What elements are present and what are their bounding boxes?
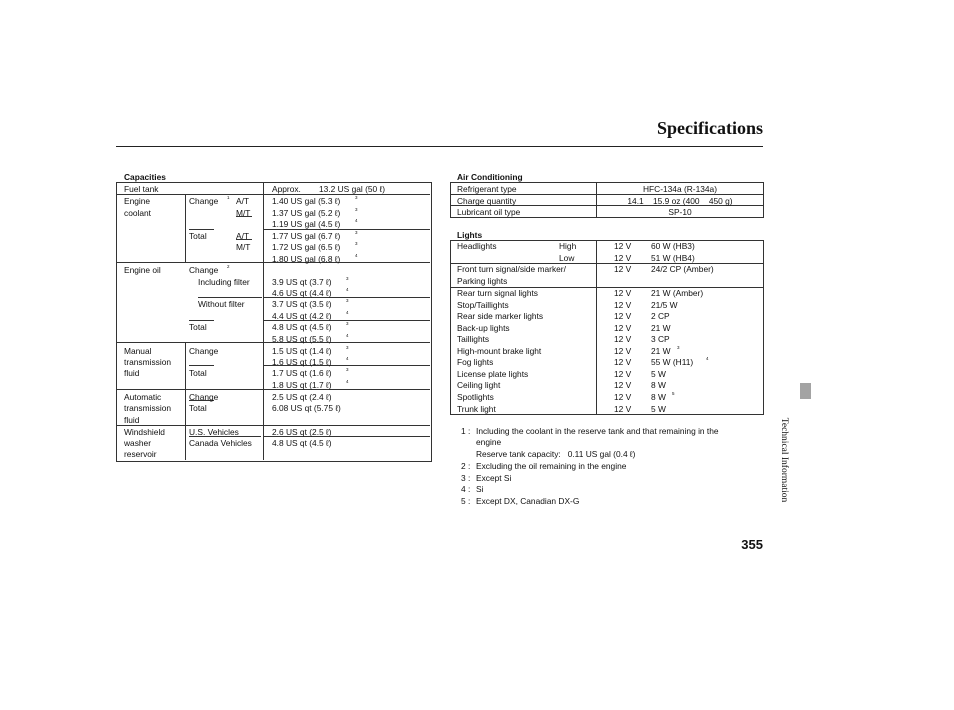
coolant-value-5: 1.72 US gal (6.5 ℓ) <box>272 242 341 252</box>
light-label: Spotlights <box>457 392 494 402</box>
note-4-text: Si <box>476 484 484 494</box>
note-5-text: Except DX, Canadian DX-G <box>476 496 580 506</box>
manual-value-4: 1.8 US qt (1.7 ℓ) <box>272 380 332 390</box>
headlights-low-volt: 12 V <box>614 253 632 263</box>
coolant-mt-1: M/T <box>236 208 251 218</box>
coolant-change-sup: 1 <box>227 195 230 200</box>
light-volt: 12 V <box>614 380 632 390</box>
coolant-value-2: 1.37 US gal (5.2 ℓ) <box>272 208 341 218</box>
oil-change: Change <box>189 265 219 275</box>
auto-change: Change <box>189 392 219 402</box>
washer-label-2: washer <box>124 438 151 448</box>
coolant-value-3: 1.19 US gal (4.5 ℓ) <box>272 219 341 229</box>
note-1-line-2: engine <box>476 437 502 447</box>
total-underline-coolant <box>189 229 214 230</box>
oil-value-4: 4.4 US qt (4.2 ℓ) <box>272 311 332 321</box>
ac-label-lubricant: Lubricant oil type <box>457 207 521 217</box>
oil-value-5-sup: 3 <box>346 321 349 326</box>
light-watt: 21 W <box>651 323 671 333</box>
coolant-value-4: 1.77 US gal (6.7 ℓ) <box>272 231 341 241</box>
oil-total: Total <box>189 322 207 332</box>
light-label: Back-up lights <box>457 323 510 333</box>
light-volt: 12 V <box>614 288 632 298</box>
light-volt: 12 V <box>614 392 632 402</box>
manual-value-3: 1.7 US qt (1.6 ℓ) <box>272 368 332 378</box>
light-watt: 21 W <box>651 346 671 356</box>
light-volt: 12 V <box>614 323 632 333</box>
auto-label-1: Automatic <box>124 392 162 402</box>
row-line-fuel <box>116 194 430 195</box>
light-watt: 21 W (Amber) <box>651 288 704 298</box>
light-watt: 2 CP <box>651 311 670 321</box>
coolant-value-5-sup: 3 <box>355 241 358 246</box>
total-underline-manual <box>189 365 214 366</box>
manual-value-1-sup: 3 <box>346 345 349 350</box>
fuel-tank-approx: Approx. <box>272 184 301 194</box>
lower-spec-column-line <box>185 342 186 460</box>
light-label: Taillights <box>457 334 490 344</box>
coolant-at-1: A/T <box>236 196 250 206</box>
auto-value-1: 2.5 US qt (2.4 ℓ) <box>272 392 332 402</box>
light-label: Rear side marker lights <box>457 311 544 321</box>
total-underline-oil <box>189 320 214 321</box>
coolant-value-1: 1.40 US gal (5.3 ℓ) <box>272 196 341 206</box>
ac-label-charge: Charge quantity <box>457 196 517 206</box>
note-5-number: 5 : <box>461 496 471 506</box>
coolant-total: Total <box>189 231 207 241</box>
light-watt: 55 W (H11) <box>651 357 694 367</box>
headlights-low-watt: 51 W (HB4) <box>651 253 695 263</box>
light-volt: 12 V <box>614 404 632 414</box>
oil-change-sup: 2 <box>227 264 230 269</box>
manual-value-4-sup: 4 <box>346 379 349 384</box>
coolant-value-2-sup: 3 <box>355 207 358 212</box>
oil-value-2-sup: 4 <box>346 287 349 292</box>
note-4-number: 4 : <box>461 484 471 494</box>
light-watt-sup: 3 <box>677 345 680 350</box>
note-2-number: 2 : <box>461 461 471 471</box>
light-volt: 12 V <box>614 300 632 310</box>
headlights-low: Low <box>559 253 575 263</box>
light-label: High-mount brake light <box>457 346 542 356</box>
note-1-line-3: Reserve tank capacity: 0.11 US gal (0.4 ℓ) <box>476 449 636 459</box>
coolant-value-6: 1.80 US gal (6.8 ℓ) <box>272 254 341 264</box>
light-label: Rear turn signal lights <box>457 288 538 298</box>
fuel-tank-label: Fuel tank <box>124 184 159 194</box>
manual-change: Change <box>189 346 219 356</box>
manual-value-1: 1.5 US qt (1.4 ℓ) <box>272 346 332 356</box>
coolant-at-2: A/T <box>236 231 250 241</box>
oil-value-5: 4.8 US qt (4.5 ℓ) <box>272 322 332 332</box>
washer-value-2: 4.8 US qt (4.5 ℓ) <box>272 438 332 448</box>
oil-value-1-sup: 3 <box>346 276 349 281</box>
oil-value-3: 3.7 US qt (3.5 ℓ) <box>272 299 332 309</box>
coolant-label-2: coolant <box>124 208 152 218</box>
ac-heading: Air Conditioning <box>457 172 523 182</box>
front-turn-label-1: Front turn signal/side marker/ <box>457 264 566 274</box>
light-watt: 3 CP <box>651 334 670 344</box>
coolant-value-6-sup: 4 <box>355 253 358 258</box>
ac-label-refrigerant: Refrigerant type <box>457 184 517 194</box>
coolant-value-3-sup: 4 <box>355 218 358 223</box>
page-title: Specifications <box>657 118 763 138</box>
light-watt: 8 W <box>651 380 666 390</box>
capacities-value-column-line <box>263 182 264 460</box>
washer-label-3: reservoir <box>124 449 157 459</box>
light-label: Ceiling light <box>457 380 501 390</box>
ac-value-lubricant: SP-10 <box>668 207 692 217</box>
oil-value-1: 3.9 US qt (3.7 ℓ) <box>272 277 332 287</box>
light-volt: 12 V <box>614 311 632 321</box>
coolant-mt-2: M/T <box>236 242 251 252</box>
light-watt: 5 W <box>651 404 666 414</box>
light-label: License plate lights <box>457 369 529 379</box>
oil-label: Engine oil <box>124 265 161 275</box>
ac-value-charge: 14.1 15.9 oz (400 450 g) <box>627 196 733 206</box>
oil-including-filter: Including filter <box>198 277 250 287</box>
manual-value-3-sup: 3 <box>346 367 349 372</box>
front-turn-volt: 12 V <box>614 264 632 274</box>
coolant-spec-column-line <box>185 194 186 262</box>
fuel-tank-value: 13.2 US gal (50 ℓ) <box>319 184 386 194</box>
light-volt: 12 V <box>614 369 632 379</box>
washer-value-1: 2.6 US qt (2.5 ℓ) <box>272 427 332 437</box>
lights-column-line <box>596 240 597 414</box>
coolant-value-4-sup: 3 <box>355 230 358 235</box>
coolant-sub-line <box>263 229 430 230</box>
headlights-high-watt: 60 W (HB3) <box>651 241 695 251</box>
section-tab-marker <box>800 383 811 399</box>
light-label: Trunk light <box>457 404 496 414</box>
note-1-line-1: Including the coolant in the reserve tank and that remaining in the <box>476 426 719 436</box>
manual-value-2: 1.6 US qt (1.5 ℓ) <box>272 357 332 367</box>
washer-canada: Canada Vehicles <box>189 438 252 448</box>
manual-label-3: fluid <box>124 368 140 378</box>
auto-total: Total <box>189 403 207 413</box>
without-filter-underline <box>198 297 262 298</box>
oil-value-6: 5.8 US qt (5.5 ℓ) <box>272 334 332 344</box>
capacities-heading: Capacities <box>124 172 166 182</box>
front-turn-watt: 24/2 CP (Amber) <box>651 264 714 274</box>
light-watt: 8 W <box>651 392 666 402</box>
lights-heading: Lights <box>457 230 483 240</box>
headlights-high-volt: 12 V <box>614 241 632 251</box>
manual-value-2-sup: 4 <box>346 356 349 361</box>
headlights-high: High <box>559 241 577 251</box>
washer-label-1: Windshield <box>124 427 165 437</box>
light-label: Fog lights <box>457 357 494 367</box>
side-tab-label: Technical Information <box>779 417 789 503</box>
oil-without-filter: Without filter <box>198 299 245 309</box>
page-number: 355 <box>741 537 763 552</box>
light-volt: 12 V <box>614 334 632 344</box>
note-2-text: Excluding the oil remaining in the engine <box>476 461 627 471</box>
title-rule <box>116 146 763 147</box>
headlights-label: Headlights <box>457 241 497 251</box>
oil-value-3-sup: 3 <box>346 298 349 303</box>
light-volt: 12 V <box>614 357 632 367</box>
side-tab <box>774 405 794 515</box>
coolant-value-1-sup: 3 <box>355 195 358 200</box>
auto-label-3: fluid <box>124 415 140 425</box>
light-watt: 21/5 W <box>651 300 678 310</box>
light-label: Stop/Taillights <box>457 300 509 310</box>
note-3-text: Except Si <box>476 473 512 483</box>
washer-us: U.S. Vehicles <box>189 427 239 437</box>
coolant-change: Change <box>189 196 219 206</box>
oil-value-6-sup: 4 <box>346 333 349 338</box>
manual-total: Total <box>189 368 207 378</box>
light-watt-sup: 5 <box>672 391 675 396</box>
light-watt: 5 W <box>651 369 666 379</box>
front-turn-label-2: Parking lights <box>457 276 508 286</box>
light-volt: 12 V <box>614 346 632 356</box>
auto-label-2: transmission <box>124 403 172 413</box>
manual-label-2: transmission <box>124 357 172 367</box>
oil-value-4-sup: 4 <box>346 310 349 315</box>
ac-value-refrigerant: HFC-134a (R-134a) <box>642 184 717 194</box>
row-line-auto <box>116 425 430 426</box>
manual-label-1: Manual <box>124 346 152 356</box>
note-3-number: 3 : <box>461 473 471 483</box>
light-watt-sup: 4 <box>706 356 709 361</box>
ac-row-line-1 <box>450 194 763 195</box>
auto-value-2: 6.08 US qt (5.75 ℓ) <box>272 403 341 413</box>
note-1-number: 1 : <box>461 426 471 436</box>
oil-value-2: 4.6 US qt (4.4 ℓ) <box>272 288 332 298</box>
coolant-label-1: Engine <box>124 196 151 206</box>
